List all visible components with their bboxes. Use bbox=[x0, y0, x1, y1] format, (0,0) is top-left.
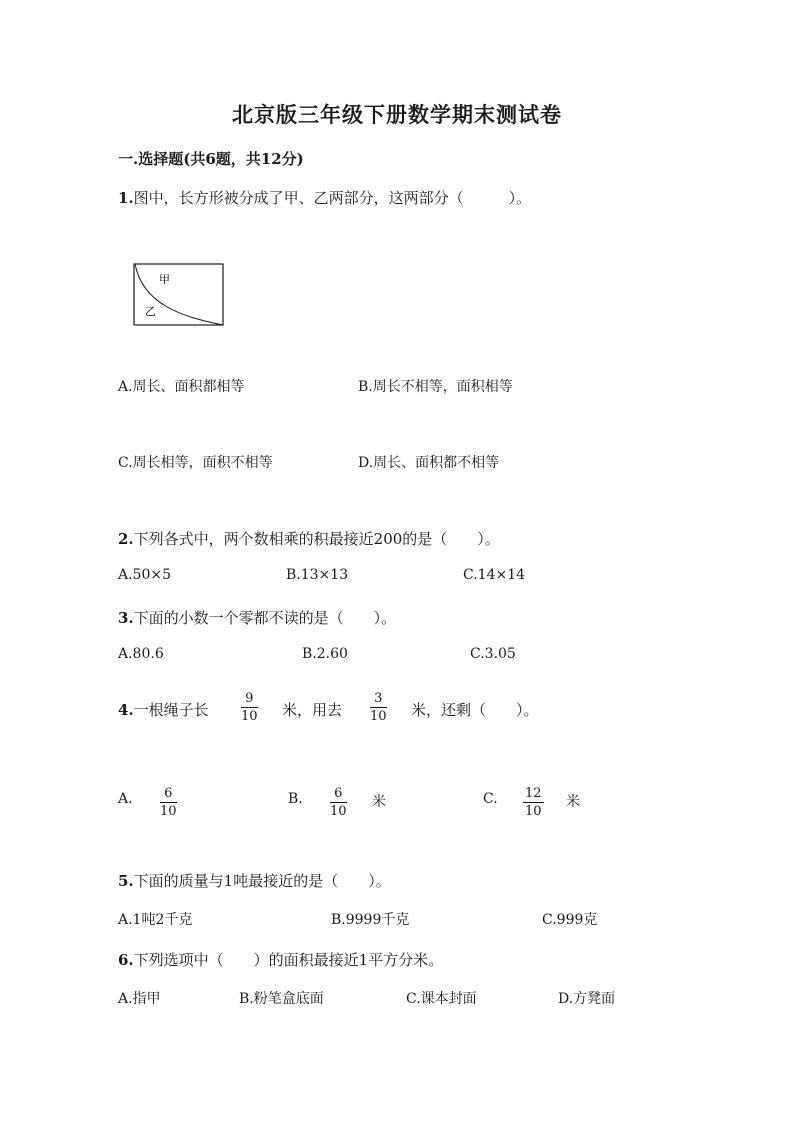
question-1 bbox=[118, 187, 531, 208]
question-1-text: 图中，长方形被分成了甲、乙两部分，这两部分（ ）。 bbox=[133, 189, 532, 207]
question-4-option-c-label[interactable]: C. bbox=[483, 791, 498, 807]
fraction-numerator: 6 bbox=[334, 786, 343, 801]
fraction-numerator: 6 bbox=[164, 786, 173, 801]
fraction-denominator: 10 bbox=[370, 709, 387, 724]
question-4-number: 4. bbox=[118, 701, 134, 719]
question-1-option-b[interactable]: B.周长不相等，面积相等 bbox=[358, 379, 513, 395]
question-4-option-b-label[interactable]: B. bbox=[288, 791, 303, 807]
section-heading: 一.选择题(共6题，共12分) bbox=[118, 150, 304, 168]
question-2-option-b[interactable]: B.13×13 bbox=[286, 567, 349, 583]
question-6 bbox=[118, 949, 443, 970]
question-4-option-c-unit: 米 bbox=[566, 794, 580, 810]
question-3-number: 3. bbox=[118, 609, 134, 627]
question-5-option-c[interactable]: C.999克 bbox=[542, 912, 598, 928]
question-1-number: 1. bbox=[118, 189, 134, 207]
question-3-text: 下面的小数一个零都不读的是（ ）。 bbox=[133, 609, 397, 627]
question-4-part-a bbox=[118, 699, 209, 720]
question-3-option-a[interactable]: A.80.6 bbox=[118, 646, 164, 662]
question-5-number: 5. bbox=[118, 872, 134, 890]
question-4-fraction-2 bbox=[370, 692, 387, 723]
question-4-option-b-fraction[interactable] bbox=[330, 787, 347, 818]
question-2-number: 2. bbox=[118, 530, 134, 548]
question-2 bbox=[118, 528, 500, 549]
question-4-fraction-1 bbox=[241, 692, 258, 723]
question-5 bbox=[118, 870, 391, 891]
question-4-text-c: 米，还剩（ ）。 bbox=[411, 701, 539, 719]
question-4-option-a-label[interactable]: A. bbox=[118, 791, 133, 807]
question-2-option-a[interactable]: A.50×5 bbox=[118, 567, 172, 583]
fraction-numerator: 3 bbox=[374, 691, 383, 706]
question-1-figure bbox=[133, 263, 225, 327]
fraction-denominator: 10 bbox=[160, 804, 177, 819]
question-6-option-c[interactable]: C.课本封面 bbox=[406, 991, 477, 1007]
question-3-option-b[interactable]: B.2.60 bbox=[302, 646, 348, 662]
question-6-option-b[interactable]: B.粉笔盒底面 bbox=[239, 991, 324, 1007]
question-6-option-a[interactable]: A.指甲 bbox=[118, 991, 161, 1007]
question-4-option-c-fraction[interactable] bbox=[523, 787, 544, 818]
question-5-text: 下面的质量与1吨最接近的是（ ）。 bbox=[133, 872, 391, 890]
question-6-number: 6. bbox=[118, 951, 134, 969]
question-2-option-c[interactable]: C.14×14 bbox=[463, 567, 526, 583]
question-1-option-a[interactable]: A.周长、面积都相等 bbox=[118, 379, 245, 395]
figure-label-top: 甲 bbox=[159, 273, 170, 286]
fraction-denominator: 10 bbox=[525, 804, 542, 819]
question-1-option-c[interactable]: C.周长相等，面积不相等 bbox=[118, 455, 273, 471]
page-title: 北京版三年级下册数学期末测试卷 bbox=[232, 102, 562, 127]
question-4-option-b-unit: 米 bbox=[372, 794, 386, 810]
fraction-numerator: 12 bbox=[525, 786, 542, 801]
question-6-text: 下列选项中（ ）的面积最接近1平方分米。 bbox=[133, 951, 444, 969]
question-4-text-b: 米，用去 bbox=[282, 701, 343, 719]
fraction-numerator: 9 bbox=[245, 691, 254, 706]
figure-label-bottom: 乙 bbox=[145, 305, 156, 318]
question-4-option-a-fraction[interactable] bbox=[160, 787, 177, 818]
question-5-option-b[interactable]: B.9999千克 bbox=[331, 912, 410, 928]
question-6-option-d[interactable]: D.方凳面 bbox=[558, 991, 616, 1007]
fraction-denominator: 10 bbox=[241, 709, 258, 724]
question-2-text: 下列各式中，两个数相乘的积最接近200的是（ ）。 bbox=[133, 530, 500, 548]
question-3 bbox=[118, 607, 396, 628]
question-1-option-d[interactable]: D.周长、面积都不相等 bbox=[358, 455, 500, 471]
question-3-option-c[interactable]: C.3.05 bbox=[470, 646, 516, 662]
question-5-option-a[interactable]: A.1吨2千克 bbox=[118, 912, 193, 928]
question-4-text-a: 一根绳子长 bbox=[133, 701, 209, 719]
fraction-denominator: 10 bbox=[330, 804, 347, 819]
